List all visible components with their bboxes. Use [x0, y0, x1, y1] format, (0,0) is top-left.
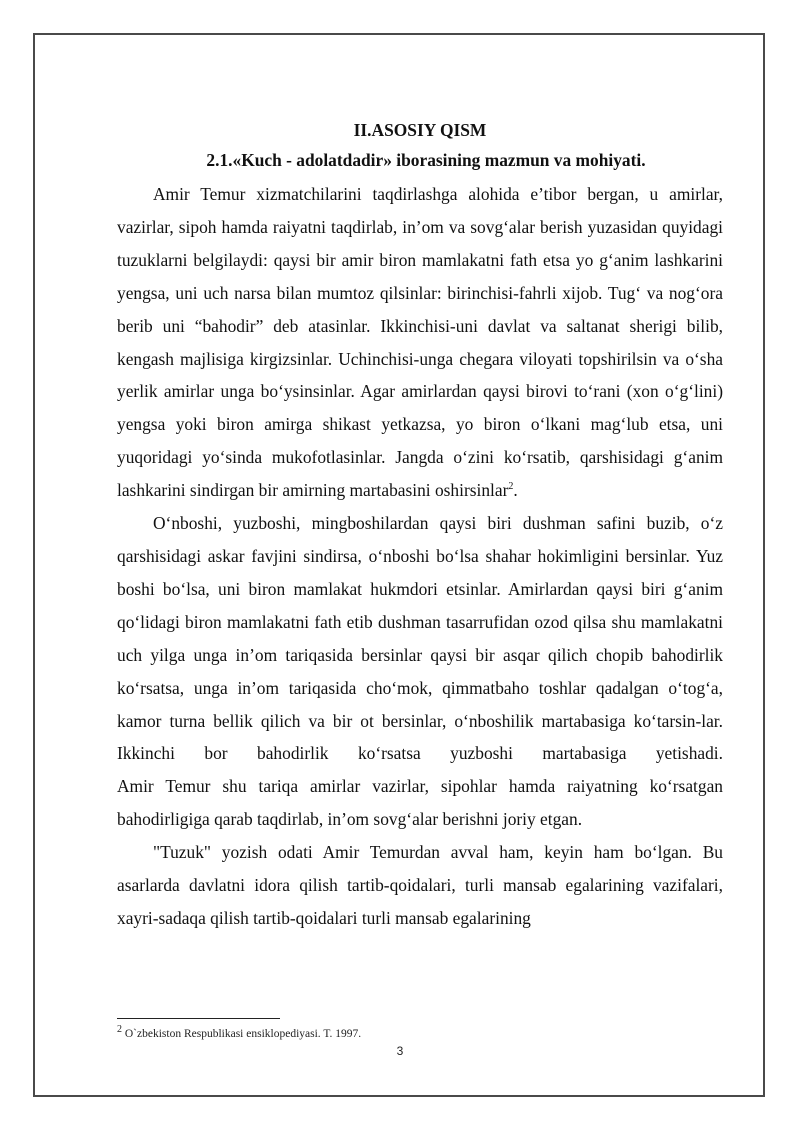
- section-title: II.ASOSIY QISM: [353, 120, 487, 140]
- paragraph-1-end: .: [513, 480, 518, 501]
- page-number: 3: [396, 1044, 404, 1058]
- footnote-marker: 2: [117, 1024, 122, 1036]
- paragraph-2: O‘nboshi, yuzboshi, mingboshilardan qaysi biri dushman safini buzib, o‘z qarshisidagi askar favjini sindirsa, o‘nboshi bo‘lsa shahar hokimligini bersinlar. Yuz boshi bo‘lsa, uni biron mamlakat hukmdori etsinlar. Amirlardan qaysi biri g‘anim qo‘lidagi biron mamlakatni fath etib dushman tasarrufidan ozod qilsa shu mamlakatni uch yilga unga in’om tariqasida bersinlar qaysi bir asqar qilich chopib bahodirlik ko‘rsatsa, unga in’om tariqasida cho‘mok, qimmatbaho toshlar qadalgan o‘tog‘a, kamor turna bellik qilich va bir ot bersinlar, o‘nboshilik martabasiga ko‘tarsin-lar. Ikkinchi bor bahodirlik ko‘rsatsa yuzboshi martabasiga yetishadi.: [117, 513, 723, 764]
- paragraph-3: "Tuzuk" yozish odati Amir Temurdan avval ham, keyin ham bo‘lgan. Bu asarlarda davlatni idora qilish tartib-qoidalari, turli mansab egalarining vazifalari, xayri-sadaqa qilish tartib-qoidalari turli mansab egalarining: [117, 842, 723, 928]
- paragraph-1: [117, 178, 723, 507]
- page-content: [117, 115, 723, 935]
- subsection-title: 2.1.«Kuch - adolatdadir» iborasining mazmun va mohiyati.: [206, 150, 646, 170]
- footnote-reference[interactable]: 2: [508, 481, 514, 493]
- paragraph-1-text: Amir Temur xizmatchilarini taqdirlashga alohida e’tibor bergan, u amirlar, vazirlar, sipoh hamda raiyatni taqdirlab, in’om va sovg‘alar berish yuzasidan quyidagi tuzuklarni belgilaydi: qaysi bir amir biron mamlakatni fath etsa yo g‘anim lashkarini yengsa, uni uch narsa bilan mumtoz qilsinlar: birinchisi-fahrli xijob. Tug‘ va nog‘ora berib uni “bahodir” deb atasinlar. Ikkinchisi-uni davlat va saltanat sherigi bilib, kengash majlisiga kirgizsinlar. Uchinchisi-unga chegara viloyati topshirilsin va o‘sha yerlik amirlar unga bo‘ysinsinlar. Agar amirlardan qaysi birovi to‘rani (xon o‘g‘lini) yengsa yoki biron amirga shikast yetkazsa, yo biron o‘lkani mag‘lub etsa, uni yuqoridagi yo‘sinda mukofotlasinlar. Jangda o‘zini ko‘rsatib, qarshisidagi g‘anim lashkarini sindirgan bir amirning martabasini oshirsinlar: [117, 184, 723, 501]
- footnote-divider: [117, 1018, 280, 1019]
- footnote: [117, 1024, 717, 1041]
- paragraph-2-continued: Amir Temur shu tariqa amirlar vazirlar, sipohlar hamda raiyatning ko‘rsatgan bahodirligiga qarab taqdirlab, in’om sovg‘alar berishni joriy etgan.: [117, 776, 723, 830]
- footnote-text: O`zbekiston Respublikasi ensiklopediyasi. T. 1997.: [122, 1028, 362, 1040]
